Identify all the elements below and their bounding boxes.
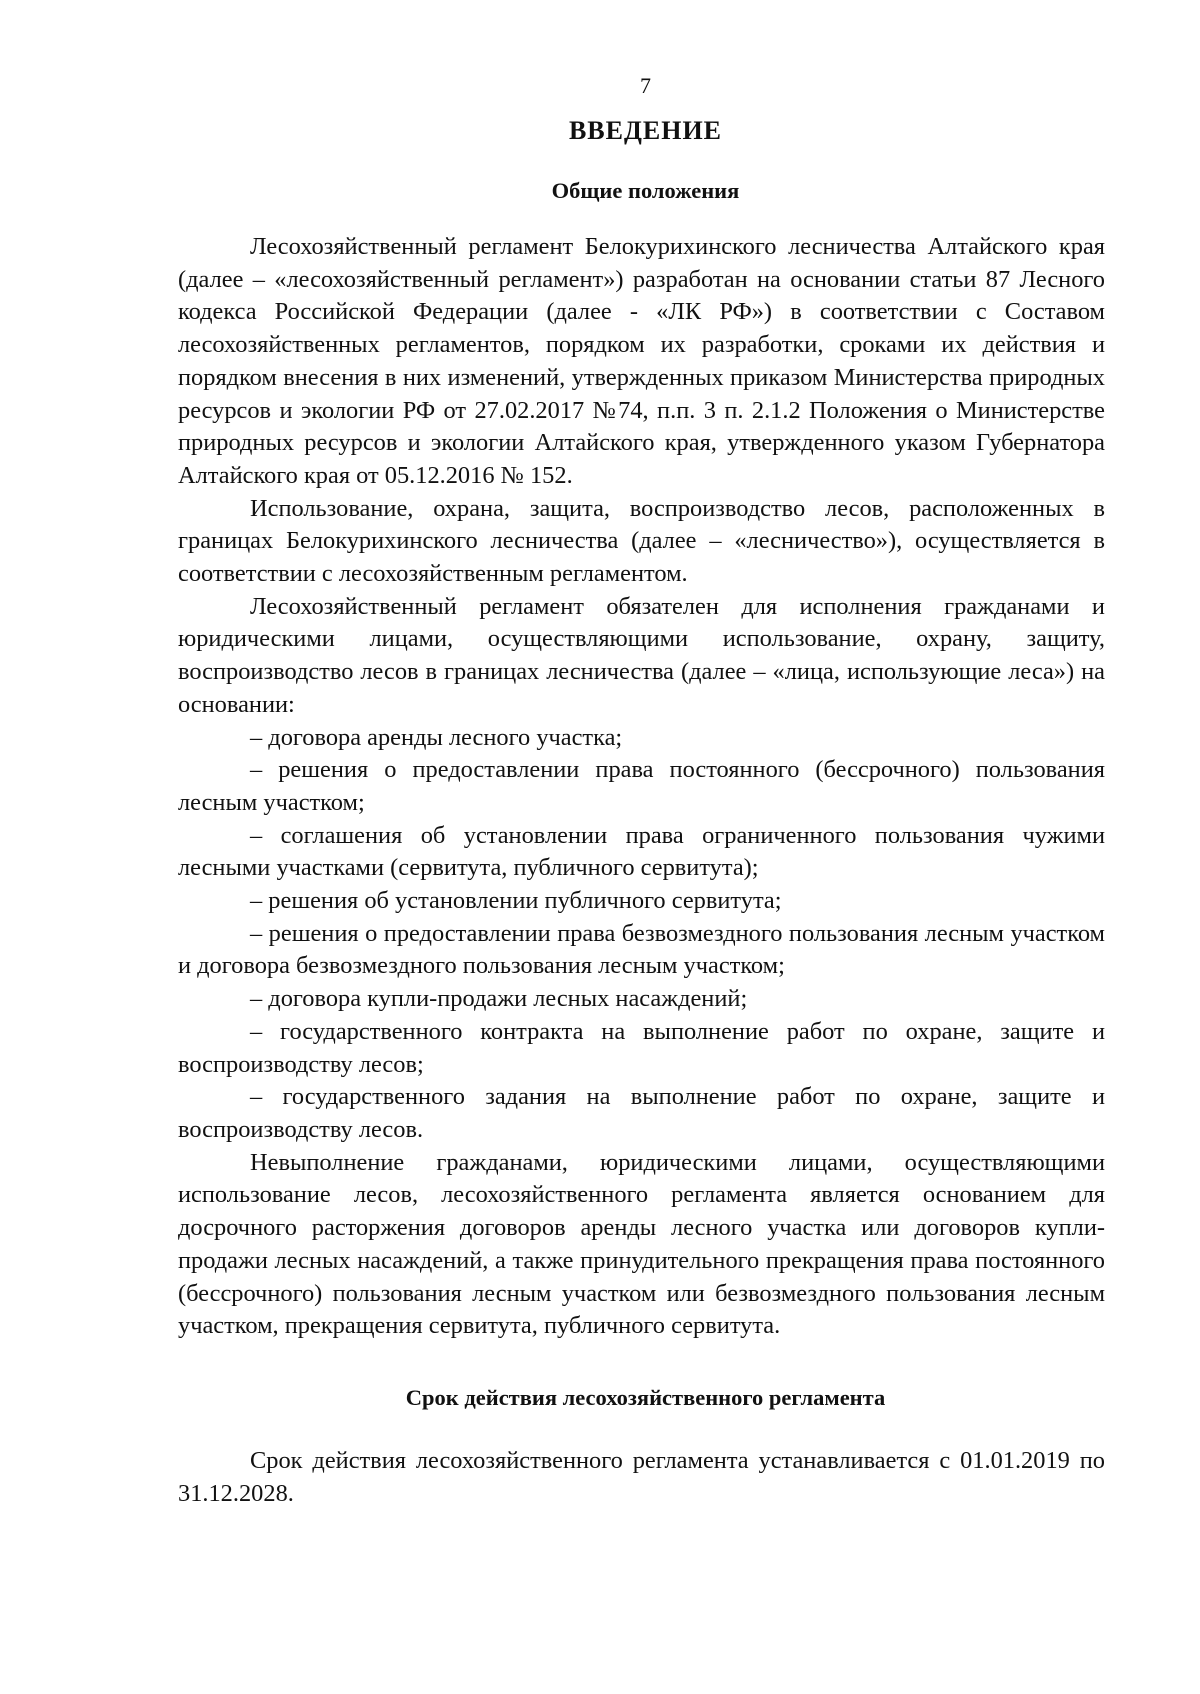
- page-number: 7: [640, 73, 651, 98]
- list-item: – договора купли-продажи лесных насаждений;: [250, 985, 748, 1013]
- list-item: – решения об установлении публичного сервитута;: [250, 887, 782, 915]
- basis-list: [178, 722, 1105, 1147]
- paragraph-non-compliance: Невыполнение гражданами, юридическими лицами, осуществляющими использование лесов, лесохозяйственного регламента является основанием для досрочного расторжения договоров аренды лесного участка или договоров купли-продажи лесных насаждений, а также принудительного прекращения права постоянного (бессрочного) пользования лесным участком или безвозмездного пользования лесным участком, прекращения сервитута, публичного сервитута.: [178, 1148, 1105, 1340]
- section-heading-general: Общие положения: [551, 178, 740, 203]
- list-item: – договора аренды лесного участка;: [250, 723, 623, 751]
- list-item: – решения о предоставлении права безвозмездного пользования лесным участком и договора безвозмездного пользования лесным участком;: [178, 919, 1105, 980]
- paragraph-intro: Лесохозяйственный регламент Белокурихинского лесничества Алтайского края (далее – «лесохозяйственный регламент») разработан на основании статьи 87 Лесного кодекса Российской Федерации (далее - «ЛК РФ») в соответствии с Составом лесохозяйственных регламентов, порядком их разработки, сроками их действия и порядком внесения в них изменений, утвержденных приказом Министерства природных ресурсов и экологии РФ от 27.02.2017 №74, п.п. 3 п. 2.1.2 Положения о Министерстве природных ресурсов и экологии Алтайского края, утвержденного указом Губернатора Алтайского края от 05.12.2016 № 152.: [178, 233, 1105, 489]
- list-item: – соглашения об установлении права ограниченного пользования чужими лесными участками (сервитута, публичного сервитута);: [178, 821, 1105, 882]
- paragraph-usage: Использование, охрана, защита, воспроизводство лесов, расположенных в границах Белокурихинского лесничества (далее – «лесничество»), осуществляется в соответствии с лесохозяйственным регламентом.: [178, 494, 1105, 588]
- list-item: – решения о предоставлении права постоянного (бессрочного) пользования лесным участком;: [178, 756, 1105, 816]
- paragraph-validity-period: Срок действия лесохозяйственного регламента устанавливается с 01.01.2019 по 31.12.2028.: [178, 1446, 1105, 1507]
- list-item: – государственного задания на выполнение работ по охране, защите и воспроизводству лесов.: [178, 1083, 1105, 1143]
- list-item: – государственного контракта на выполнение работ по охране, защите и воспроизводству лесов;: [178, 1017, 1105, 1078]
- section-heading-validity: Срок действия лесохозяйственного регламента: [405, 1384, 886, 1410]
- document-title: ВВЕДЕНИЕ: [568, 116, 723, 145]
- paragraph-obligation: Лесохозяйственный регламент обязателен для исполнения гражданами и юридическими лицами, осуществляющими использование, охрану, защиту, воспроизводство лесов в границах лесничества (далее – «лица, использующие леса») на основании:: [178, 592, 1105, 718]
